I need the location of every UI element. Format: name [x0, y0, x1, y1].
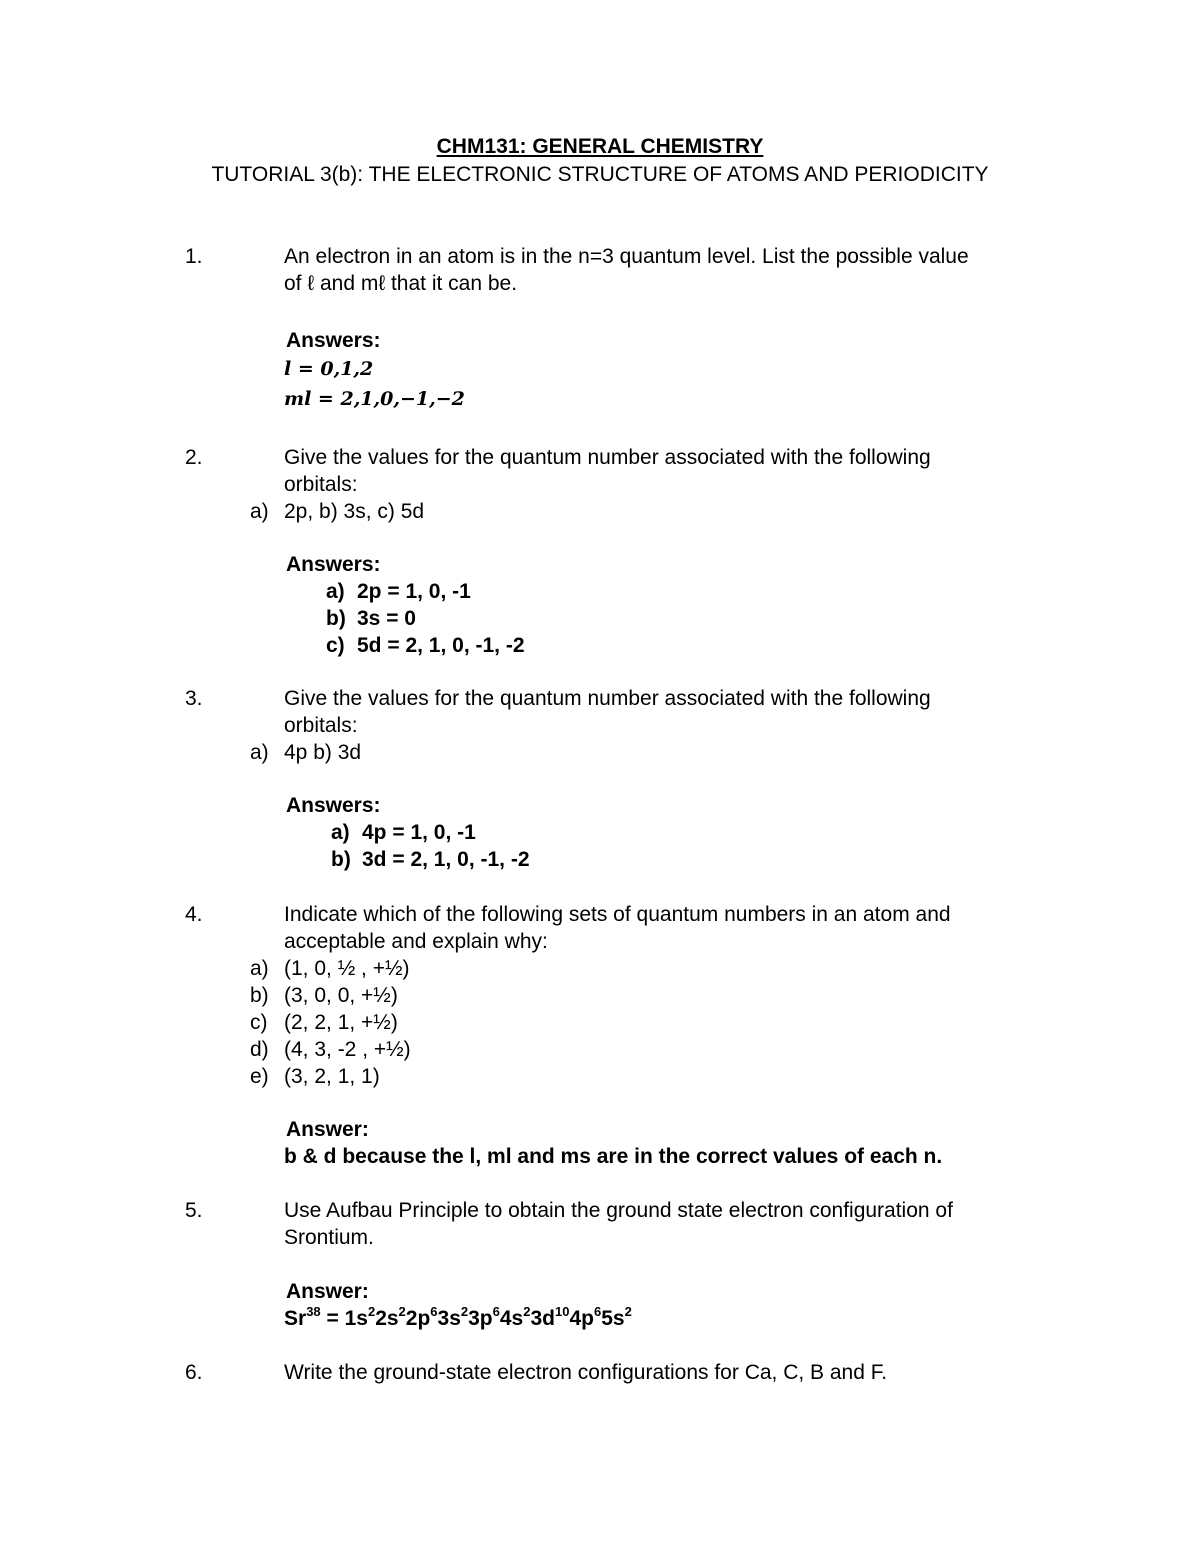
document-title: CHM131: GENERAL CHEMISTRY — [436, 135, 764, 158]
answers-label: Answers: — [286, 553, 381, 576]
orbital-electron-count: 2 — [624, 1304, 632, 1319]
sub-item-label: a) — [250, 500, 269, 523]
answer-item-text: 2p = 1, 0, -1 — [357, 580, 471, 603]
sub-item-text: 2p, b) 3s, c) 5d — [284, 500, 425, 523]
answer-item-text: 4p = 1, 0, -1 — [362, 821, 476, 844]
answer-item-label: c) — [326, 634, 345, 657]
answer-text: b & d because the l, ml and ms are in the correct values of each n. — [284, 1145, 943, 1168]
element-symbol: Sr — [284, 1307, 307, 1330]
answer-item-label: b) — [331, 848, 351, 871]
question-number: 4. — [185, 903, 203, 926]
option-text: (3, 0, 0, +½) — [284, 984, 398, 1007]
answer-item-label: a) — [331, 821, 350, 844]
sub-item-label: a) — [250, 741, 269, 764]
option-label: b) — [250, 984, 269, 1007]
question-text: Indicate which of the following sets of quantum numbers in an atom and — [284, 903, 951, 926]
orbital-electron-count: 2 — [398, 1304, 406, 1319]
question-text: orbitals: — [284, 473, 358, 496]
answer-item-text: 3d = 2, 1, 0, -1, -2 — [362, 848, 530, 871]
answer-item-label: b) — [326, 607, 346, 630]
orbital: 3p — [468, 1307, 493, 1330]
option-text: (3, 2, 1, 1) — [284, 1065, 380, 1088]
orbital-electron-count: 10 — [554, 1304, 570, 1319]
answer-line: l = 0,1,2 — [284, 358, 374, 380]
sub-item-text: 4p b) 3d — [284, 741, 362, 764]
equals-sign: = — [320, 1307, 345, 1330]
question-text: An electron in an atom is in the n=3 quantum level. List the possible value — [284, 245, 969, 268]
answer-item-text: 5d = 2, 1, 0, -1, -2 — [357, 634, 525, 657]
question-text: Give the values for the quantum number associated with the following — [284, 446, 931, 469]
question-text: of ℓ and mℓ that it can be. — [284, 272, 518, 295]
answer-label: Answer: — [286, 1280, 369, 1303]
option-label: e) — [250, 1065, 269, 1088]
orbital-electron-count: 6 — [492, 1304, 500, 1319]
question-text: Srontium. — [284, 1226, 374, 1249]
atomic-number: 38 — [306, 1304, 321, 1319]
orbital: 3d — [530, 1307, 555, 1330]
answer-label: Answer: — [286, 1118, 369, 1141]
orbital-electron-count: 2 — [460, 1304, 469, 1319]
answer-item-text: 3s = 0 — [357, 607, 416, 630]
orbital-electron-count: 2 — [367, 1304, 376, 1319]
question-text: Give the values for the quantum number associated with the following — [284, 687, 931, 710]
orbital: 3s — [437, 1307, 461, 1330]
electron-configuration — [284, 1306, 632, 1332]
question-number: 3. — [185, 687, 203, 710]
option-text: (1, 0, ½ , +½) — [284, 957, 410, 980]
option-label: c) — [250, 1011, 268, 1034]
orbital: 4s — [499, 1307, 524, 1330]
orbital: 1s — [344, 1307, 368, 1330]
answer-line: ml = 2,1,0,−1,−2 — [284, 388, 465, 410]
question-text: acceptable and explain why: — [284, 930, 548, 953]
configuration-orbitals — [344, 1304, 632, 1330]
orbital-electron-count: 2 — [523, 1304, 531, 1319]
question-number: 1. — [185, 245, 203, 268]
answer-item-label: a) — [326, 580, 345, 603]
question-number: 2. — [185, 446, 203, 469]
document-subtitle: TUTORIAL 3(b): THE ELECTRONIC STRUCTURE OF ATOMS AND PERIODICITY — [211, 163, 989, 186]
question-number: 6. — [185, 1361, 203, 1384]
orbital-electron-count: 6 — [430, 1304, 438, 1319]
option-label: d) — [250, 1038, 269, 1061]
question-text: Write the ground-state electron configurations for Ca, C, B and F. — [284, 1361, 888, 1384]
orbital: 2s — [375, 1307, 399, 1330]
orbital-electron-count: 6 — [593, 1304, 602, 1319]
orbital: 5s — [601, 1307, 625, 1330]
option-text: (4, 3, -2 , +½) — [284, 1038, 411, 1061]
question-text: orbitals: — [284, 714, 358, 737]
answers-label: Answers: — [286, 329, 381, 352]
answers-label: Answers: — [286, 794, 381, 817]
question-text: Use Aufbau Principle to obtain the ground state electron configuration of — [284, 1199, 953, 1222]
question-number: 5. — [185, 1199, 203, 1222]
option-label: a) — [250, 957, 269, 980]
option-text: (2, 2, 1, +½) — [284, 1011, 398, 1034]
orbital: 4p — [569, 1307, 594, 1330]
orbital: 2p — [405, 1307, 431, 1330]
